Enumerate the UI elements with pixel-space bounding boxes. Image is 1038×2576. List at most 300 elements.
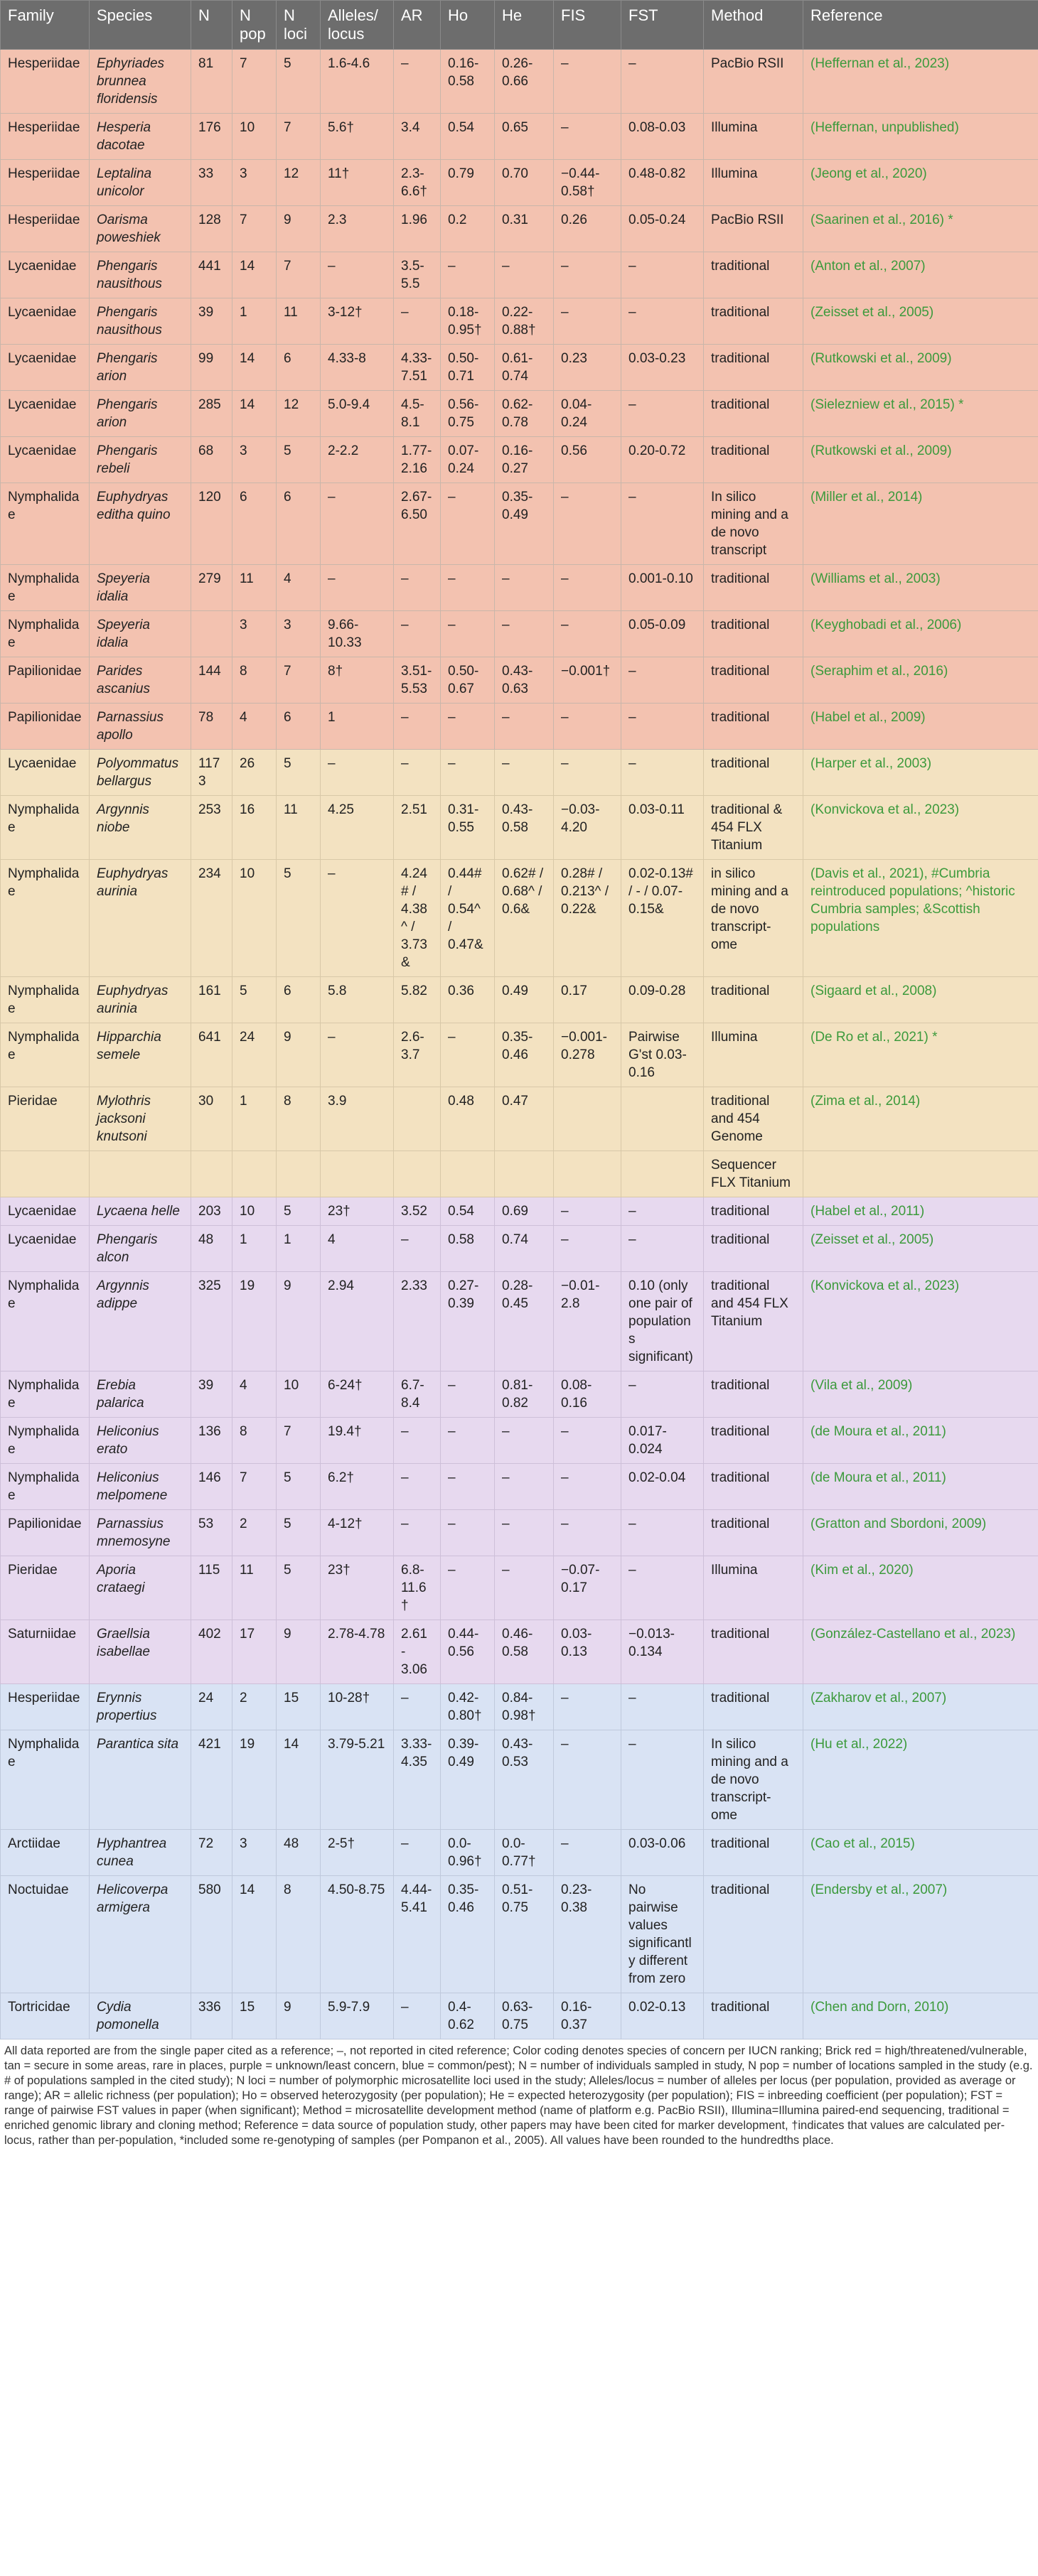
cell-n: 336 <box>191 1993 232 2039</box>
cell-he: 0.81-0.82 <box>495 1371 554 1418</box>
cell-ar: – <box>394 1510 441 1556</box>
cell-species <box>90 1151 191 1197</box>
cell-family: Hesperiidae <box>1 160 90 206</box>
cell-n-loci: 12 <box>277 160 321 206</box>
cell-fst: – <box>621 1684 704 1730</box>
cell-reference: (Chen and Dorn, 2010) <box>803 1993 1038 2039</box>
cell-n-loci: 7 <box>277 252 321 298</box>
cell-species: Oarisma poweshiek <box>90 206 191 252</box>
cell-fst: – <box>621 391 704 437</box>
cell-ar: 2.51 <box>394 796 441 860</box>
cell-fst: 0.03-0.11 <box>621 796 704 860</box>
cell-method: traditional and 454 Genome <box>704 1087 803 1151</box>
cell-species: Parnassius apollo <box>90 704 191 750</box>
cell-ar: – <box>394 750 441 796</box>
cell-alleles-per-locus: – <box>321 483 394 565</box>
cell-reference: (de Moura et al., 2011) <box>803 1418 1038 1464</box>
cell-fst: 0.09-0.28 <box>621 977 704 1023</box>
cell-fis: – <box>554 1830 621 1876</box>
cell-n-loci: 6 <box>277 345 321 391</box>
cell-n: 580 <box>191 1876 232 1993</box>
cell-n-pop: 10 <box>232 1197 277 1226</box>
column-header: FIS <box>554 1 621 50</box>
cell-ho: – <box>441 565 495 611</box>
column-header: Reference <box>803 1 1038 50</box>
table-row <box>1 1226 1038 1272</box>
cell-family: Nymphalidae <box>1 1418 90 1464</box>
cell-n-loci: 5 <box>277 860 321 977</box>
cell-n: 144 <box>191 657 232 704</box>
cell-he: 0.84-0.98† <box>495 1684 554 1730</box>
cell-ho: 0.48 <box>441 1087 495 1151</box>
cell-species: Cydia pomonella <box>90 1993 191 2039</box>
cell-method: traditional <box>704 565 803 611</box>
cell-n-pop: 11 <box>232 1556 277 1620</box>
cell-species: Hesperia dacotae <box>90 114 191 160</box>
cell-reference: (González-Castellano et al., 2023) <box>803 1620 1038 1684</box>
cell-n-pop: 26 <box>232 750 277 796</box>
cell-n-loci: 48 <box>277 1830 321 1876</box>
cell-species: Leptalina unicolor <box>90 160 191 206</box>
cell-n: 128 <box>191 206 232 252</box>
column-header: Species <box>90 1 191 50</box>
cell-method: Illumina <box>704 114 803 160</box>
cell-n: 1173 <box>191 750 232 796</box>
cell-method: traditional <box>704 1197 803 1226</box>
cell-n-loci: 5 <box>277 50 321 114</box>
cell-reference: (Davis et al., 2021), #Cumbria reintroduced populations; ^historic Cumbria samples; &Scottish populations <box>803 860 1038 977</box>
cell-family: Nymphalidae <box>1 860 90 977</box>
cell-species: Parides ascanius <box>90 657 191 704</box>
cell-ho: 0.27-0.39 <box>441 1272 495 1371</box>
cell-fis: 0.04-0.24 <box>554 391 621 437</box>
cell-he: – <box>495 704 554 750</box>
column-header: FST <box>621 1 704 50</box>
cell-he: 0.61-0.74 <box>495 345 554 391</box>
cell-alleles-per-locus: 10-28† <box>321 1684 394 1730</box>
cell-n-pop: 14 <box>232 252 277 298</box>
cell-fis: −0.03-4.20 <box>554 796 621 860</box>
cell-ho: 0.36 <box>441 977 495 1023</box>
cell-he: 0.43-0.63 <box>495 657 554 704</box>
cell-n: 279 <box>191 565 232 611</box>
cell-ho: 0.0-0.96† <box>441 1830 495 1876</box>
cell-reference: (Heffernan, unpublished) <box>803 114 1038 160</box>
cell-family: Pieridae <box>1 1087 90 1151</box>
cell-fis: 0.23-0.38 <box>554 1876 621 1993</box>
cell-he: 0.26-0.66 <box>495 50 554 114</box>
column-header: N loci <box>277 1 321 50</box>
cell-fst: 0.03-0.06 <box>621 1830 704 1876</box>
cell-n-pop: 8 <box>232 657 277 704</box>
cell-reference: (Williams et al., 2003) <box>803 565 1038 611</box>
table-row <box>1 1197 1038 1226</box>
cell-ar: – <box>394 611 441 657</box>
cell-method: traditional <box>704 1876 803 1993</box>
cell-reference: (Jeong et al., 2020) <box>803 160 1038 206</box>
cell-n: 285 <box>191 391 232 437</box>
cell-ho: – <box>441 1464 495 1510</box>
cell-n-loci: 9 <box>277 1023 321 1087</box>
cell-family <box>1 1151 90 1197</box>
cell-n-pop: 3 <box>232 1830 277 1876</box>
cell-ho: – <box>441 252 495 298</box>
cell-fis: – <box>554 50 621 114</box>
cell-alleles-per-locus: 23† <box>321 1197 394 1226</box>
table-row <box>1 1556 1038 1620</box>
cell-species: Euphydryas editha quino <box>90 483 191 565</box>
cell-fst: 0.05-0.09 <box>621 611 704 657</box>
cell-ar: 4.5-8.1 <box>394 391 441 437</box>
cell-reference: (Habel et al., 2011) <box>803 1197 1038 1226</box>
cell-fis: −0.01-2.8 <box>554 1272 621 1371</box>
cell-method: Illumina <box>704 1556 803 1620</box>
cell-n-pop: 14 <box>232 345 277 391</box>
cell-n-loci: 5 <box>277 437 321 483</box>
cell-method: traditional <box>704 1464 803 1510</box>
cell-n-pop: 7 <box>232 206 277 252</box>
cell-reference <box>803 1151 1038 1197</box>
table-row <box>1 160 1038 206</box>
cell-fst: 0.001-0.10 <box>621 565 704 611</box>
cell-he: 0.74 <box>495 1226 554 1272</box>
cell-alleles-per-locus: – <box>321 1023 394 1087</box>
cell-ar: – <box>394 704 441 750</box>
cell-method: Illumina <box>704 1023 803 1087</box>
cell-family: Nymphalidae <box>1 1464 90 1510</box>
cell-ho: 0.54 <box>441 114 495 160</box>
cell-n-pop: 14 <box>232 1876 277 1993</box>
cell-he: 0.43-0.53 <box>495 1730 554 1830</box>
cell-fst: – <box>621 1371 704 1418</box>
cell-fis: – <box>554 704 621 750</box>
cell-method: traditional <box>704 391 803 437</box>
cell-method: PacBio RSII <box>704 206 803 252</box>
cell-family: Lycaenidae <box>1 750 90 796</box>
cell-alleles-per-locus: – <box>321 565 394 611</box>
cell-family: Nymphalidae <box>1 483 90 565</box>
cell-n-loci <box>277 1151 321 1197</box>
cell-alleles-per-locus: 8† <box>321 657 394 704</box>
cell-reference: (Zeisset et al., 2005) <box>803 298 1038 345</box>
cell-ar: 4.24# / 4.38^ / 3.73& <box>394 860 441 977</box>
cell-ho: – <box>441 1556 495 1620</box>
cell-family: Hesperiidae <box>1 50 90 114</box>
cell-ar: – <box>394 50 441 114</box>
cell-ar: 3.51-5.53 <box>394 657 441 704</box>
cell-ho: 0.54 <box>441 1197 495 1226</box>
cell-n-pop: 24 <box>232 1023 277 1087</box>
cell-n: 53 <box>191 1510 232 1556</box>
table-row <box>1 565 1038 611</box>
cell-alleles-per-locus: 4.50-8.75 <box>321 1876 394 1993</box>
cell-n: 68 <box>191 437 232 483</box>
cell-alleles-per-locus: 5.8 <box>321 977 394 1023</box>
cell-ho: 0.35-0.46 <box>441 1876 495 1993</box>
cell-ar: – <box>394 1684 441 1730</box>
column-header: N <box>191 1 232 50</box>
table-row <box>1 1620 1038 1684</box>
cell-reference: (Saarinen et al., 2016) * <box>803 206 1038 252</box>
cell-family: Lycaenidae <box>1 345 90 391</box>
cell-family: Lycaenidae <box>1 391 90 437</box>
cell-fis: 0.08-0.16 <box>554 1371 621 1418</box>
cell-species: Heliconius melpomene <box>90 1464 191 1510</box>
cell-n-loci: 8 <box>277 1876 321 1993</box>
cell-alleles-per-locus <box>321 1151 394 1197</box>
cell-reference: (Zakharov et al., 2007) <box>803 1684 1038 1730</box>
cell-reference: (Harper et al., 2003) <box>803 750 1038 796</box>
cell-n: 30 <box>191 1087 232 1151</box>
cell-fst <box>621 1087 704 1151</box>
cell-n <box>191 1151 232 1197</box>
cell-fis <box>554 1151 621 1197</box>
cell-fst: 0.03-0.23 <box>621 345 704 391</box>
cell-ar: 3.52 <box>394 1197 441 1226</box>
cell-he: 0.49 <box>495 977 554 1023</box>
cell-ho: 0.07-0.24 <box>441 437 495 483</box>
cell-ar: 3.4 <box>394 114 441 160</box>
cell-n-pop: 7 <box>232 1464 277 1510</box>
cell-n-loci: 9 <box>277 1272 321 1371</box>
cell-n: 234 <box>191 860 232 977</box>
cell-fst: – <box>621 704 704 750</box>
cell-method: traditional <box>704 1371 803 1418</box>
cell-ar <box>394 1087 441 1151</box>
cell-n-pop: 10 <box>232 860 277 977</box>
cell-fst: −0.013-0.134 <box>621 1620 704 1684</box>
cell-reference: (Cao et al., 2015) <box>803 1830 1038 1876</box>
cell-alleles-per-locus: 2.3 <box>321 206 394 252</box>
cell-species: Phengaris nausithous <box>90 252 191 298</box>
cell-he <box>495 1151 554 1197</box>
cell-fst: 0.08-0.03 <box>621 114 704 160</box>
cell-fis <box>554 1087 621 1151</box>
cell-n-loci: 3 <box>277 611 321 657</box>
cell-n-loci: 5 <box>277 1464 321 1510</box>
cell-species: Heliconius erato <box>90 1418 191 1464</box>
table-row <box>1 1272 1038 1371</box>
cell-alleles-per-locus: – <box>321 860 394 977</box>
cell-n-pop: 4 <box>232 704 277 750</box>
cell-n-loci: 5 <box>277 750 321 796</box>
table-row <box>1 252 1038 298</box>
cell-alleles-per-locus: 1.6-4.6 <box>321 50 394 114</box>
cell-n-pop: 7 <box>232 50 277 114</box>
cell-n: 81 <box>191 50 232 114</box>
cell-alleles-per-locus: 4 <box>321 1226 394 1272</box>
cell-fst: – <box>621 50 704 114</box>
cell-n-pop: 4 <box>232 1371 277 1418</box>
cell-reference: (Keyghobadi et al., 2006) <box>803 611 1038 657</box>
cell-fis: 0.16-0.37 <box>554 1993 621 2039</box>
cell-method: traditional <box>704 1226 803 1272</box>
cell-reference: (Habel et al., 2009) <box>803 704 1038 750</box>
cell-family: Papilionidae <box>1 657 90 704</box>
cell-family: Nymphalidae <box>1 565 90 611</box>
cell-ar: – <box>394 1418 441 1464</box>
cell-method: traditional <box>704 1510 803 1556</box>
cell-n: 641 <box>191 1023 232 1087</box>
cell-method: traditional <box>704 1830 803 1876</box>
cell-species: Euphydryas aurinia <box>90 977 191 1023</box>
cell-he: 0.28-0.45 <box>495 1272 554 1371</box>
cell-fst: – <box>621 298 704 345</box>
cell-fst: Pairwise G'st 0.03-0.16 <box>621 1023 704 1087</box>
cell-species: Phengaris arion <box>90 345 191 391</box>
cell-he: 0.62# / 0.68^ / 0.6& <box>495 860 554 977</box>
cell-family: Nymphalidae <box>1 1371 90 1418</box>
cell-ho: 0.4-0.62 <box>441 1993 495 2039</box>
table-row <box>1 1371 1038 1418</box>
cell-ar: 5.82 <box>394 977 441 1023</box>
cell-species: Erynnis propertius <box>90 1684 191 1730</box>
cell-fis: – <box>554 298 621 345</box>
column-header: Alleles/ locus <box>321 1 394 50</box>
cell-fis: −0.001-0.278 <box>554 1023 621 1087</box>
cell-fis: 0.28# / 0.213^ / 0.22& <box>554 860 621 977</box>
cell-fst: 0.05-0.24 <box>621 206 704 252</box>
cell-ho: – <box>441 611 495 657</box>
cell-alleles-per-locus: 5.9-7.9 <box>321 1993 394 2039</box>
cell-n: 99 <box>191 345 232 391</box>
table-row <box>1 1684 1038 1730</box>
cell-species: Graellsia isabellae <box>90 1620 191 1684</box>
cell-alleles-per-locus: 2.94 <box>321 1272 394 1371</box>
cell-alleles-per-locus: – <box>321 750 394 796</box>
cell-alleles-per-locus: 19.4† <box>321 1418 394 1464</box>
cell-n-loci: 8 <box>277 1087 321 1151</box>
table-row <box>1 796 1038 860</box>
cell-n-pop: 2 <box>232 1510 277 1556</box>
cell-species: Phengaris alcon <box>90 1226 191 1272</box>
cell-fis: 0.26 <box>554 206 621 252</box>
table-row <box>1 391 1038 437</box>
cell-n-pop: 15 <box>232 1993 277 2039</box>
cell-n-pop: 3 <box>232 160 277 206</box>
cell-reference: (Anton et al., 2007) <box>803 252 1038 298</box>
table-row <box>1 860 1038 977</box>
cell-he: – <box>495 252 554 298</box>
cell-family: Pieridae <box>1 1556 90 1620</box>
cell-reference: (Zima et al., 2014) <box>803 1087 1038 1151</box>
cell-method: traditional <box>704 704 803 750</box>
cell-species: Aporia crataegi <box>90 1556 191 1620</box>
cell-species: Parantica sita <box>90 1730 191 1830</box>
cell-species: Parnassius mnemosyne <box>90 1510 191 1556</box>
table-row <box>1 206 1038 252</box>
table-row <box>1 1510 1038 1556</box>
cell-species: Speyeria idalia <box>90 611 191 657</box>
cell-method: traditional & 454 FLX Titanium <box>704 796 803 860</box>
cell-family: Lycaenidae <box>1 437 90 483</box>
cell-reference: (Seraphim et al., 2016) <box>803 657 1038 704</box>
cell-species: Lycaena helle <box>90 1197 191 1226</box>
cell-n: 146 <box>191 1464 232 1510</box>
table-row <box>1 114 1038 160</box>
cell-species: Phengaris nausithous <box>90 298 191 345</box>
cell-species: Ephyriades brunnea floridensis <box>90 50 191 114</box>
cell-family: Saturniidae <box>1 1620 90 1684</box>
cell-method: traditional <box>704 611 803 657</box>
cell-n <box>191 611 232 657</box>
table-row <box>1 50 1038 114</box>
cell-alleles-per-locus: 2-5† <box>321 1830 394 1876</box>
cell-family: Nymphalidae <box>1 796 90 860</box>
cell-alleles-per-locus: 4-12† <box>321 1510 394 1556</box>
cell-family: Tortricidae <box>1 1993 90 2039</box>
cell-reference: (Gratton and Sbordoni, 2009) <box>803 1510 1038 1556</box>
cell-he: – <box>495 611 554 657</box>
cell-fis: 0.56 <box>554 437 621 483</box>
cell-n-pop: 8 <box>232 1418 277 1464</box>
cell-fst: – <box>621 1730 704 1830</box>
cell-family: Nymphalidae <box>1 977 90 1023</box>
cell-method: traditional and 454 FLX Titanium <box>704 1272 803 1371</box>
cell-n-loci: 5 <box>277 1556 321 1620</box>
cell-reference: (de Moura et al., 2011) <box>803 1464 1038 1510</box>
cell-reference: (Zeisset et al., 2005) <box>803 1226 1038 1272</box>
cell-reference: (Rutkowski et al., 2009) <box>803 345 1038 391</box>
cell-n-loci: 14 <box>277 1730 321 1830</box>
cell-ho: – <box>441 1371 495 1418</box>
cell-n: 24 <box>191 1684 232 1730</box>
cell-n-pop: 3 <box>232 611 277 657</box>
table-row <box>1 1023 1038 1087</box>
cell-ho: 0.16-0.58 <box>441 50 495 114</box>
cell-fst: – <box>621 1510 704 1556</box>
cell-ho: 0.42-0.80† <box>441 1684 495 1730</box>
cell-fis: – <box>554 1464 621 1510</box>
column-header: AR <box>394 1 441 50</box>
cell-alleles-per-locus: – <box>321 252 394 298</box>
table-row <box>1 1830 1038 1876</box>
cell-alleles-per-locus: 2.78-4.78 <box>321 1620 394 1684</box>
cell-method: traditional <box>704 977 803 1023</box>
cell-species: Helicoverpa armigera <box>90 1876 191 1993</box>
cell-ho: 0.39-0.49 <box>441 1730 495 1830</box>
cell-he: – <box>495 1556 554 1620</box>
cell-species: Argynnis niobe <box>90 796 191 860</box>
cell-n-pop: 19 <box>232 1272 277 1371</box>
cell-ar: – <box>394 1830 441 1876</box>
cell-n: 325 <box>191 1272 232 1371</box>
cell-n-pop: 14 <box>232 391 277 437</box>
cell-alleles-per-locus: 9.66-10.33 <box>321 611 394 657</box>
cell-n: 48 <box>191 1226 232 1272</box>
cell-ar: 6.8-11.6 † <box>394 1556 441 1620</box>
cell-fst: 0.02-0.04 <box>621 1464 704 1510</box>
cell-alleles-per-locus: 3.79-5.21 <box>321 1730 394 1830</box>
cell-family: Lycaenidae <box>1 1226 90 1272</box>
column-header: Method <box>704 1 803 50</box>
cell-fis: – <box>554 1730 621 1830</box>
cell-n: 39 <box>191 298 232 345</box>
cell-he: – <box>495 1464 554 1510</box>
cell-alleles-per-locus: 5.0-9.4 <box>321 391 394 437</box>
cell-ho: 0.2 <box>441 206 495 252</box>
cell-he: – <box>495 1510 554 1556</box>
cell-family: Papilionidae <box>1 1510 90 1556</box>
cell-ho: 0.58 <box>441 1226 495 1272</box>
cell-species: Hipparchia semele <box>90 1023 191 1087</box>
cell-fis: – <box>554 750 621 796</box>
cell-n-loci: 7 <box>277 114 321 160</box>
cell-ho: 0.50-0.67 <box>441 657 495 704</box>
cell-method: traditional <box>704 657 803 704</box>
cell-ar: 2.67-6.50 <box>394 483 441 565</box>
cell-he: 0.35-0.46 <box>495 1023 554 1087</box>
